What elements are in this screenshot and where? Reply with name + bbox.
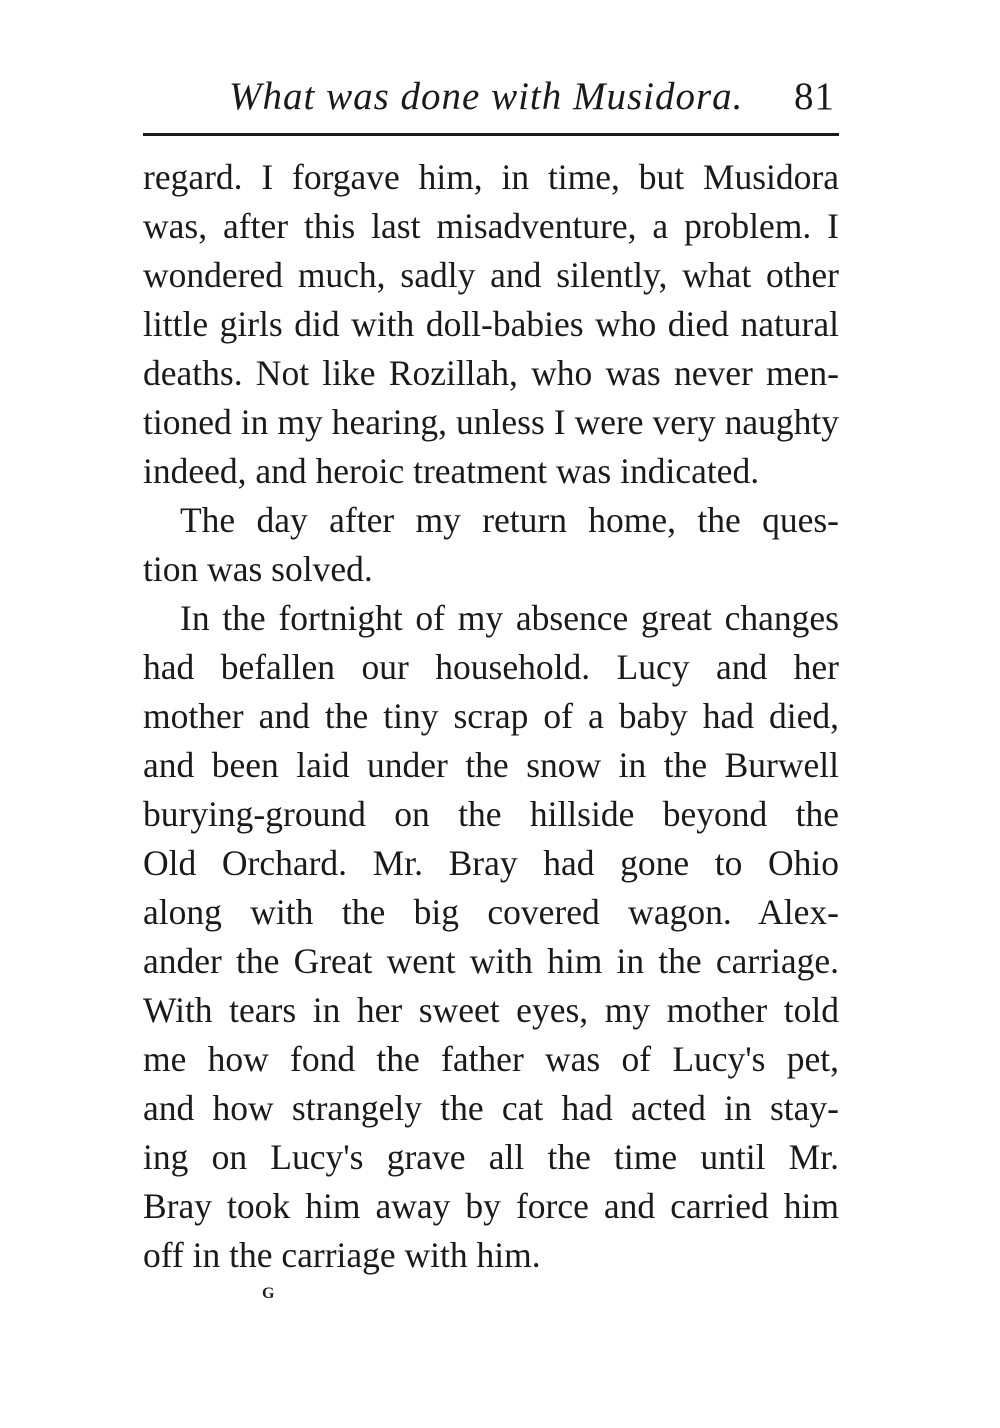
text-line: little girls did with doll-babies who died natural — [143, 304, 839, 344]
text-line: off in the carriage with him. — [143, 1235, 541, 1275]
text-line: In the fortnight of my absence great changes — [180, 598, 839, 638]
page-number: 81 — [794, 75, 835, 118]
header-rule — [143, 133, 839, 136]
body-text — [143, 153, 839, 1280]
text-line: along with the big covered wagon. Alex- — [143, 892, 839, 932]
text-line: had befallen our household. Lucy and her — [143, 647, 839, 687]
text-line: burying-ground on the hillside beyond the — [143, 794, 839, 834]
text-line: and been laid under the snow in the Burwell — [143, 745, 839, 785]
text-line: indeed, and heroic treatment was indicated. — [143, 451, 760, 491]
text-line: wondered much, sadly and silently, what other — [143, 255, 839, 295]
signature-mark: G — [262, 1285, 275, 1302]
text-line: tion was solved. — [143, 549, 373, 589]
text-line: ander the Great went with him in the carriage. — [143, 941, 839, 981]
text-line: ing on Lucy's grave all the time until Mr. — [143, 1137, 839, 1177]
text-line: mother and the tiny scrap of a baby had died, — [143, 696, 839, 736]
running-head — [143, 72, 839, 122]
text-line: tioned in my hearing, unless I were very naughty — [143, 402, 839, 442]
text-line: me how fond the father was of Lucy's pet, — [143, 1039, 839, 1079]
running-title: What was done with Musidora. — [229, 75, 744, 118]
text-line: and how strangely the cat had acted in stay- — [143, 1088, 839, 1128]
text-line: The day after my return home, the ques- — [180, 500, 839, 540]
text-line: Old Orchard. Mr. Bray had gone to Ohio — [143, 843, 839, 883]
text-line: deaths. Not like Rozillah, who was never men- — [143, 353, 839, 393]
text-line: With tears in her sweet eyes, my mother told — [143, 990, 839, 1030]
text-line: Bray took him away by force and carried him — [143, 1186, 839, 1226]
text-line: was, after this last misadventure, a problem. I — [143, 206, 839, 246]
text-line: regard. I forgave him, in time, but Musidora — [143, 157, 839, 197]
